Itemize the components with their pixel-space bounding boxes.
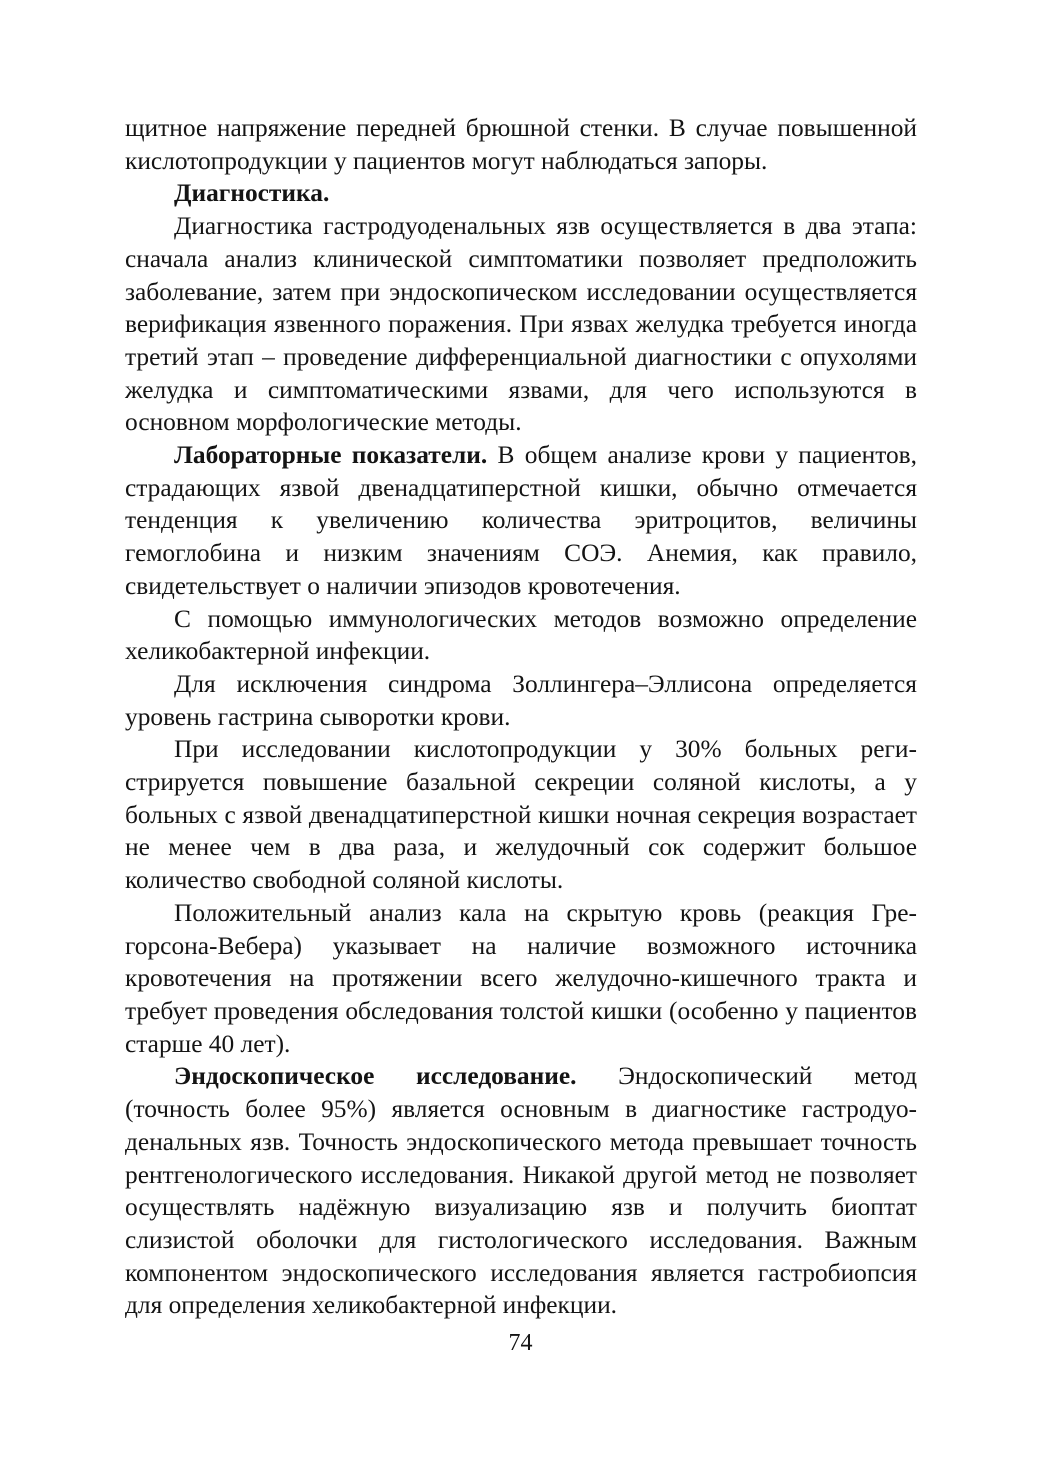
endoscopy-heading: Эндоскопическое исследование. [174, 1062, 577, 1091]
endoscopy-text: Эндоскопический метод (точность более 95%) является основным в диагностике гастродуоденальных язв. Точность эндоскопического метода превышает точность рентгенологического исследования. Никакой другой метод не позволяет осуществлять надёжную визуализацию язв и получить биоптат слизистой оболочки для гистологического исследования. Важным компонентом эндоскопического исследования является гастробиопсия для определения хеликобактерной инфекции. [125, 1062, 917, 1320]
lab-heading: Лабораторные показатели. [174, 441, 488, 470]
occult-blood-paragraph: Положительный анализ кала на скрытую кровь (реакция Грегорсона-Вебера) указывает на наличие возможного источника кровотечения на протяжении всего желудочно-кишечного тракта и требует проведения обследования толстой кишки (особенно у пациентов старше 40 лет). [125, 898, 917, 1058]
lab-paragraph [125, 439, 917, 603]
acid-paragraph: При исследовании кислотопродукции у 30% больных регистрируется повышение базальной секреции соляной кислоты, а у больных с язвой двенадцатиперстной кишки ночная секреция возрастает не менее чем в два раза, и желудочный сок содержит большое количество свободной соляной кислоты. [125, 735, 917, 895]
page-body [125, 112, 917, 1322]
lab-text: В общем анализе крови у пациентов, страдающих язвой двенадцатиперстной кишки, обычно отмечается тенденция к увеличению количества эритроцитов, величины гемоглобина и низким значениям СОЭ. Анемия, как правило, свидетельствует о наличии эпизодов кровотечения. [125, 441, 917, 600]
immuno-paragraph: С помощью иммунологических методов возможно определение хеликобактерной инфекции. [125, 604, 917, 666]
page-number: 74 [508, 1330, 533, 1356]
endoscopy-paragraph [125, 1060, 917, 1322]
zollinger-paragraph: Для исключения синдрома Золлингера–Эллисона определяется уровень гастрина сыворотки крови. [125, 669, 917, 731]
diagnostics-paragraph: Диагностика гастродуоденальных язв осуществляется в два этапа: сначала анализ клинической симптоматики позволяет предположить заболевание, затем при эндоскопическом исследовании осуществляется верификация язвенного поражения. При язвах желудка требуется иногда третий этап – проведение дифференциальной диагностики с опухолями желудка и симптоматическими язвами, для чего используются в основном морфологические методы. [125, 212, 917, 437]
diagnostics-heading: Диагностика. [174, 179, 330, 208]
continuation-paragraph: щитное напряжение передней брюшной стенки. В случае повышенной кислотопродукции у пациентов могут наблюдаться запоры. [125, 114, 917, 175]
